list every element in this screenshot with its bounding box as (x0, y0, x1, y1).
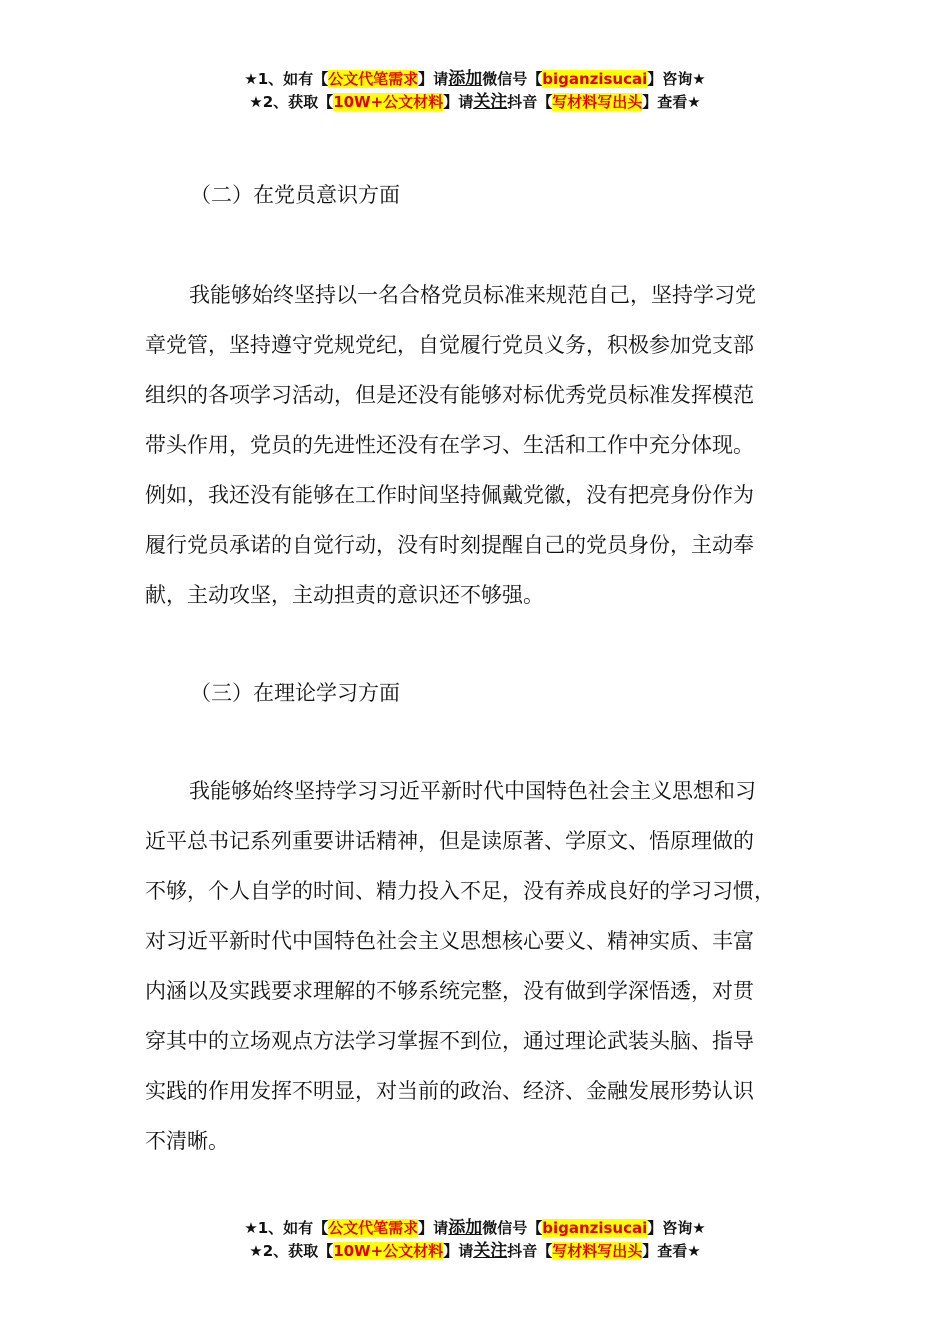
banner-text: 】查看★ (642, 93, 701, 111)
paragraph-line: 履行党员承诺的自觉行动，没有时刻提醒自己的党员身份，主动奉 (145, 533, 754, 557)
paragraph-line: 近平总书记系列重要讲话精神，但是读原著、学原文、悟原理做的 (145, 829, 754, 853)
banner-text: 】查看★ (642, 1242, 701, 1260)
paragraph-line: 实践的作用发挥不明显，对当前的政治、经济、金融发展形势认识 (145, 1079, 754, 1103)
section-heading-party-awareness: （二）在党员意识方面 (190, 183, 400, 207)
paragraph-line: 内涵以及实践要求理解的不够系统完整，没有做到学深悟透，对贯 (145, 979, 754, 1003)
emphasis-text: 关注 (473, 1241, 508, 1261)
paragraph-line: 不清晰。 (145, 1129, 229, 1153)
highlight-douyin-account: 写材料写出头 (552, 1242, 643, 1260)
banner-text: ★1、如有【 (244, 70, 329, 88)
footer-banner (0, 1217, 950, 1263)
footer-banner-line-2 (0, 1240, 950, 1263)
highlight-materials: 10W+公文材料 (333, 93, 444, 111)
header-banner-line-2 (0, 91, 950, 114)
paragraph-line: 对习近平新时代中国特色社会主义思想核心要义、精神实质、丰富 (145, 929, 754, 953)
paragraph-line: 穿其中的立场观点方法学习掌握不到位，通过理论武装头脑、指导 (145, 1029, 754, 1053)
highlight-wechat-id: biganzisucai (542, 70, 648, 88)
highlight-materials: 10W+公文材料 (333, 1242, 444, 1260)
banner-text: 】请 (418, 70, 449, 88)
banner-text: 抖音【 (507, 93, 553, 111)
paragraph-line: 章党管，坚持遵守党规党纪，自觉履行党员义务，积极参加党支部 (145, 333, 754, 357)
highlight-service: 公文代笔需求 (328, 1219, 419, 1237)
paragraph-theory-study (145, 766, 835, 1166)
paragraph-line: 献，主动攻坚，主动担责的意识还不够强。 (145, 583, 544, 607)
banner-text: ★2、获取【 (249, 1242, 334, 1260)
emphasis-text: 添加 (448, 1218, 483, 1238)
paragraph-party-awareness (145, 270, 835, 620)
section-heading-theory-study: （三）在理论学习方面 (190, 681, 400, 705)
emphasis-text: 添加 (448, 69, 483, 89)
highlight-service: 公文代笔需求 (328, 70, 419, 88)
banner-text: 微信号【 (482, 1219, 543, 1237)
paragraph-line: 我能够始终坚持以一名合格党员标准来规范自己，坚持学习党 (189, 283, 756, 307)
paragraph-line: 不够，个人自学的时间、精力投入不足，没有养成良好的学习习惯， (145, 879, 775, 903)
paragraph-line: 我能够始终坚持学习习近平新时代中国特色社会主义思想和习 (189, 779, 756, 803)
header-banner-line-1 (0, 68, 950, 91)
highlight-wechat-id: biganzisucai (542, 1219, 648, 1237)
banner-text: 】咨询★ (647, 70, 706, 88)
highlight-douyin-account: 写材料写出头 (552, 93, 643, 111)
banner-text: ★2、获取【 (249, 93, 334, 111)
banner-text: 微信号【 (482, 70, 543, 88)
paragraph-line: 带头作用，党员的先进性还没有在学习、生活和工作中充分体现。 (145, 433, 754, 457)
banner-text: 】请 (418, 1219, 449, 1237)
banner-text: 】咨询★ (647, 1219, 706, 1237)
banner-text: 】请 (443, 1242, 474, 1260)
banner-text: ★1、如有【 (244, 1219, 329, 1237)
paragraph-line: 组织的各项学习活动，但是还没有能够对标优秀党员标准发挥模范 (145, 383, 754, 407)
footer-banner-line-1 (0, 1217, 950, 1240)
emphasis-text: 关注 (473, 92, 508, 112)
paragraph-line: 例如，我还没有能够在工作时间坚持佩戴党徽，没有把亮身份作为 (145, 483, 754, 507)
header-banner (0, 68, 950, 114)
banner-text: 抖音【 (507, 1242, 553, 1260)
banner-text: 】请 (443, 93, 474, 111)
